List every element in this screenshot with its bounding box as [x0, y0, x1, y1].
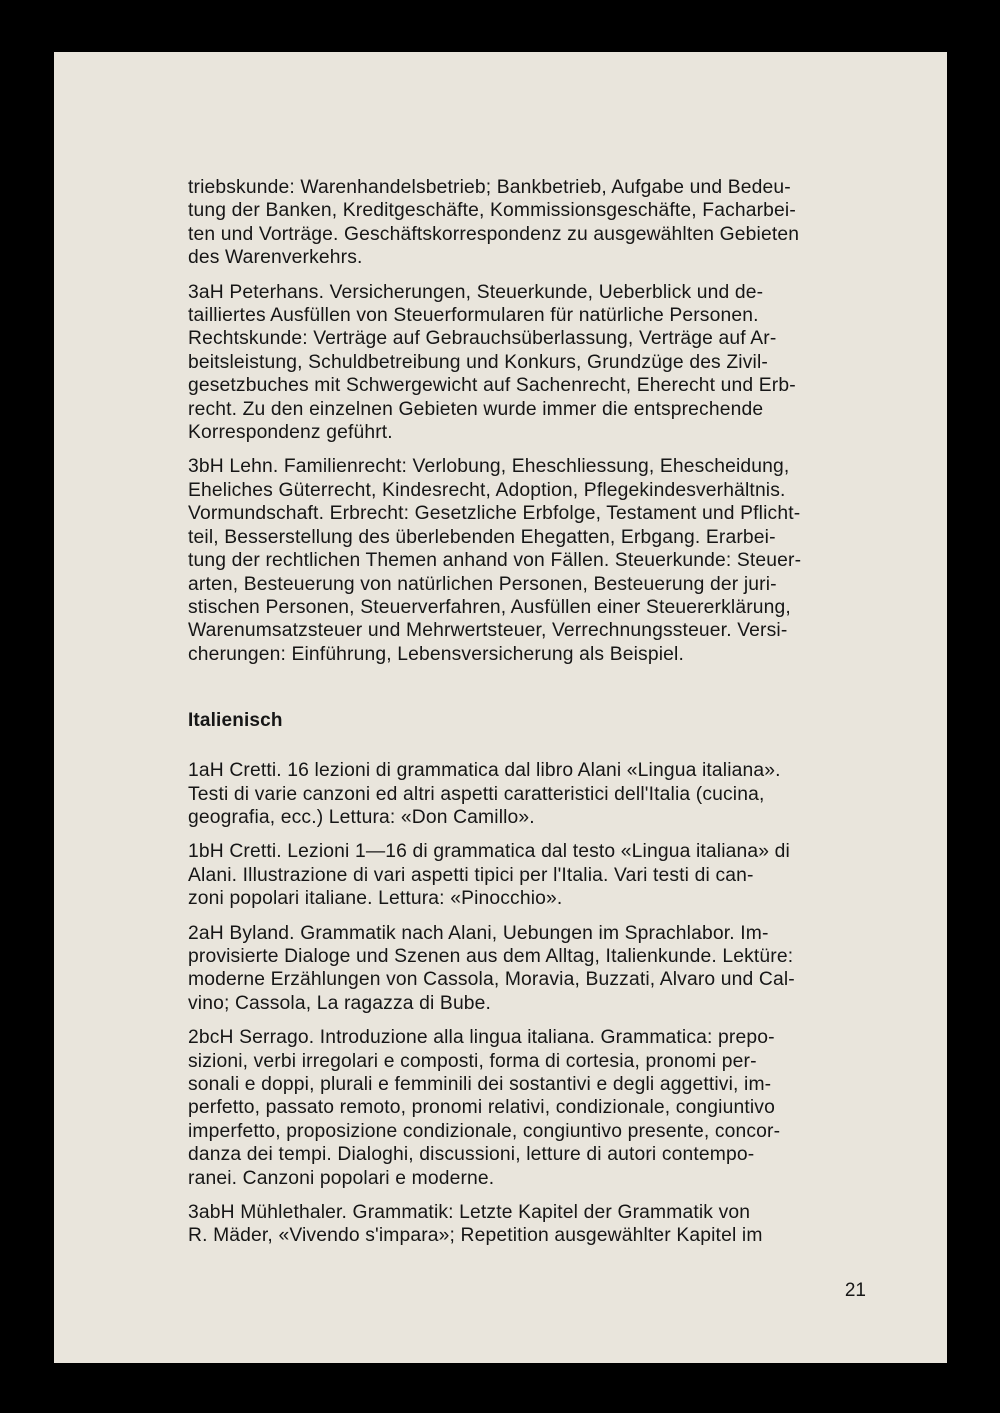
paragraph-3abh-muehlethaler: 3abH Mühlethaler. Grammatik: Letzte Kapitel der Grammatik von R. Mäder, «Vivendo s'impara»; Repetition ausgewählter Kapitel im — [188, 1202, 763, 1247]
section-heading-italienisch: Italienisch — [188, 710, 283, 732]
paragraph-1ah-cretti: 1aH Cretti. 16 lezioni di grammatica dal libro Alani «Lingua italiana». Testi di varie canzoni ed altri aspetti caratteristici dell'Italia (cucina, geografia, ecc.) Lettura: «Don Camillo». — [188, 760, 781, 828]
document-page — [54, 52, 947, 1363]
paragraph-3ah-peterhans: 3aH Peterhans. Versicherungen, Steuerkunde, Ueberblick und de- tailliertes Ausfüllen von Steuerformularen für natürliche Personen. Rechtskunde: Verträge auf Gebrauchsüberlassung, Verträge auf Ar- beitsleistung, Schuldbetreibung und Konkurs, Grundzüge des Zivil- gesetzbuches mit Schwergewicht auf Sachenrecht, Eherecht und Erb- recht. Zu den einzelnen Gebieten wurde immer die entsprechende Korrespondenz geführt. — [188, 281, 796, 444]
paragraph-2bch-serrago: 2bcH Serrago. Introduzione alla lingua italiana. Grammatica: prepo- sizioni, verbi irregolari e composti, forma di cortesia, pronomi per- sonali e doppi, plurali e femminili dei sostantivi e degli aggettivi, im- perfetto, passato remoto, pronomi relativi, condizionale, congiuntivo imperfetto, proposizione condizionale, congiuntivo presente, concor- danza dei tempi. Dialoghi, discussioni, letture di autori contempo- ranei. Canzoni popolari e moderne. — [188, 1027, 781, 1189]
paragraph-1bh-cretti: 1bH Cretti. Lezioni 1—16 di grammatica dal testo «Lingua italiana» di Alani. Illustrazione di vari aspetti tipici per l'Italia. Vari testi di can- zoni popolari italiane. Lettura: «Pinocchio». — [188, 841, 790, 910]
paragraph-3bh-lehn: 3bH Lehn. Familienrecht: Verlobung, Eheschliessung, Ehescheidung, Eheliches Güterrecht, Kindesrecht, Adoption, Pflegekindesverhältnis. Vormundschaft. Erbrecht: Gesetzliche Erbfolge, Testament und Pflicht- teil, Besserstellung des überlebenden Ehegatten, Erbgang. Erarbei- tung der rechtlichen Themen anhand von Fällen. Steuerkunde: Steuer- arten, Besteuerung von natürlichen Personen, Besteuerung der juri- stischen Personen, Steuerverfahren, Ausfüllen einer Steuererklärung, Warenumsatzsteuer und Mehrwertsteuer, Verrechnungssteuer. Versi- cherungen: Einführung, Lebensversicherung als Beispiel. — [188, 456, 802, 665]
paragraph-2ah-byland: 2aH Byland. Grammatik nach Alani, Uebungen im Sprachlabor. Im- provisierte Dialoge und Szenen aus dem Alltag, Italienkunde. Lektüre: moderne Erzählungen von Cassola, Moravia, Buzzati, Alvaro und Cal- vino; Cassola, La ragazza di Bube. — [188, 922, 795, 1014]
page-number: 21 — [844, 1280, 866, 1301]
page-body — [188, 176, 865, 1259]
paragraph-betriebskunde: triebskunde: Warenhandelsbetrieb; Bankbetrieb, Aufgabe und Bedeu- tung der Banken, Kreditgeschäfte, Kommissionsgeschäfte, Facharbei- ten und Vorträge. Geschäftskorrespondenz zu ausgewählten Gebieten des Warenverkehrs. — [188, 177, 800, 269]
